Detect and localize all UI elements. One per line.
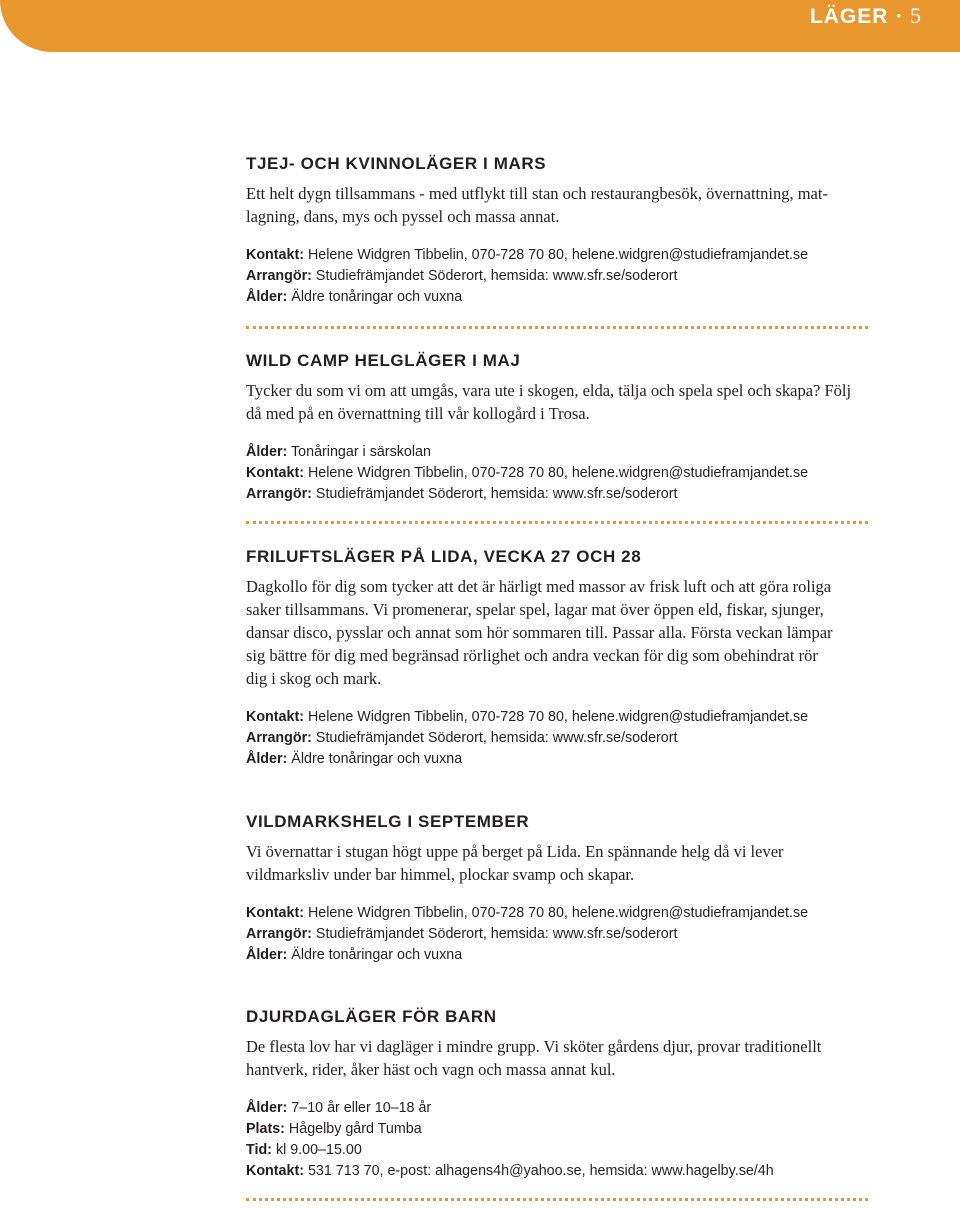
camp-title: TJEJ- OCH KVINNOLÄGER I MARS — [246, 154, 547, 173]
description-line: Ett helt dygn tillsammans - med utflykt till stan och restaurangbesök, övernattning, mat- — [246, 184, 828, 203]
page-number: 5 — [910, 3, 922, 28]
info-value: Helene Widgren Tibbelin, 070-728 70 80, helene.widgren@studieframjandet.se — [307, 709, 809, 725]
running-header — [810, 4, 922, 29]
info-row — [246, 1119, 886, 1140]
camp-title: VILDMARKSHELG I SEPTEMBER — [246, 812, 530, 831]
info-label: Tid: — [246, 1142, 272, 1158]
description-line: saker tillsammans. Vi promenerar, spelar spel, lagar mat över öppen eld, fiskar, sjunger, — [246, 600, 824, 619]
camp-info — [246, 903, 886, 966]
header-separator: • — [896, 8, 902, 23]
info-label: Kontakt: — [246, 1163, 304, 1179]
info-value: Hågelby gård Tumba — [288, 1121, 422, 1137]
info-value: Tonåringar i särskolan — [291, 444, 431, 460]
camp-title: DJURDAGLÄGER FÖR BARN — [246, 1007, 497, 1026]
dotted-divider — [246, 521, 868, 524]
camp-description — [246, 840, 886, 886]
info-value: kl 9.00–15.00 — [275, 1142, 362, 1158]
info-label: Arrangör: — [246, 486, 312, 502]
info-row — [246, 1140, 886, 1161]
description-line: Tycker du som vi om att umgås, vara ute i skogen, elda, tälja och spela spel och skapa? Följ — [246, 381, 852, 400]
camp-title: WILD CAMP HELGLÄGER I MAJ — [246, 351, 521, 370]
info-value: Helene Widgren Tibbelin, 070-728 70 80, helene.widgren@studieframjandet.se — [307, 465, 809, 481]
info-row — [246, 903, 886, 924]
info-value: 7–10 år eller 10–18 år — [291, 1100, 432, 1116]
info-row — [246, 245, 886, 266]
camp-section — [246, 351, 886, 505]
description-line: Dagkollo för dig som tycker att det är härligt med massor av frisk luft och att göra roliga — [246, 577, 832, 596]
info-row — [246, 266, 886, 287]
camp-description — [246, 379, 886, 425]
info-row — [246, 442, 886, 463]
camp-description — [246, 1035, 886, 1081]
info-row — [246, 924, 886, 945]
camp-section — [246, 547, 886, 770]
info-row — [246, 707, 886, 728]
info-label: Arrangör: — [246, 268, 312, 284]
camp-description — [246, 182, 886, 228]
info-row — [246, 1161, 886, 1182]
info-label: Ålder: — [246, 289, 288, 305]
info-row — [246, 945, 886, 966]
section-name: LÄGER — [809, 5, 889, 28]
info-label: Ålder: — [246, 1100, 288, 1116]
camp-info — [246, 442, 886, 505]
description-line: dansar disco, pysslar och annat som hör sommaren till. Passar alla. Första veckan lämpar — [246, 623, 833, 642]
description-line: De flesta lov har vi dagläger i mindre grupp. Vi sköter gårdens djur, provar traditionellt — [246, 1037, 822, 1056]
camp-section — [246, 154, 886, 308]
info-value: Äldre tonåringar och vuxna — [291, 289, 463, 305]
info-label: Ålder: — [246, 947, 288, 963]
description-line: sig bättre för dig med begränsad rörlighet och andra veckan för dig som obehindrat rör — [246, 646, 818, 665]
camp-info — [246, 707, 886, 770]
info-label: Arrangör: — [246, 926, 312, 942]
description-line: vildmarksliv under bar himmel, plockar svamp och skapar. — [246, 865, 635, 884]
camp-description — [246, 575, 886, 690]
dotted-divider — [246, 1198, 868, 1201]
info-label: Kontakt: — [246, 465, 304, 481]
info-value: Äldre tonåringar och vuxna — [291, 947, 463, 963]
camp-info — [246, 245, 886, 308]
info-value: Studiefrämjandet Söderort, hemsida: www.sfr.se/soderort — [315, 486, 678, 502]
info-value: Helene Widgren Tibbelin, 070-728 70 80, helene.widgren@studieframjandet.se — [307, 905, 809, 921]
dotted-divider — [246, 326, 868, 329]
camp-section — [246, 1007, 886, 1182]
info-label: Ålder: — [246, 751, 288, 767]
description-line: lagning, dans, mys och pyssel och massa annat. — [246, 207, 560, 226]
description-line: hantverk, rider, åker häst och vagn och massa annat kul. — [246, 1060, 616, 1079]
info-value: Studiefrämjandet Söderort, hemsida: www.sfr.se/soderort — [315, 268, 678, 284]
info-value: 531 713 70, e-post: alhagens4h@yahoo.se, hemsida: www.hagelby.se/4h — [307, 1163, 774, 1179]
camp-info — [246, 1098, 886, 1182]
info-label: Kontakt: — [246, 905, 304, 921]
info-row — [246, 463, 886, 484]
info-value: Studiefrämjandet Söderort, hemsida: www.sfr.se/soderort — [315, 730, 678, 746]
info-label: Ålder: — [246, 444, 288, 460]
camp-title: FRILUFTSLÄGER PÅ LIDA, VECKA 27 OCH 28 — [246, 547, 642, 566]
info-row — [246, 1098, 886, 1119]
info-label: Plats: — [246, 1121, 285, 1137]
info-value: Helene Widgren Tibbelin, 070-728 70 80, helene.widgren@studieframjandet.se — [307, 247, 809, 263]
info-row — [246, 749, 886, 770]
info-label: Kontakt: — [246, 709, 304, 725]
camp-section — [246, 812, 886, 966]
info-label: Kontakt: — [246, 247, 304, 263]
description-line: dig i skog och mark. — [246, 669, 382, 688]
description-line: Vi övernattar i stugan högt uppe på berget på Lida. En spännande helg då vi lever — [246, 842, 784, 861]
info-label: Arrangör: — [246, 730, 312, 746]
info-row — [246, 287, 886, 308]
info-value: Studiefrämjandet Söderort, hemsida: www.sfr.se/soderort — [315, 926, 678, 942]
page-header — [0, 0, 960, 52]
info-value: Äldre tonåringar och vuxna — [291, 751, 463, 767]
info-row — [246, 484, 886, 505]
description-line: då med på en övernattning till vår kollogård i Trosa. — [246, 404, 590, 423]
info-row — [246, 728, 886, 749]
